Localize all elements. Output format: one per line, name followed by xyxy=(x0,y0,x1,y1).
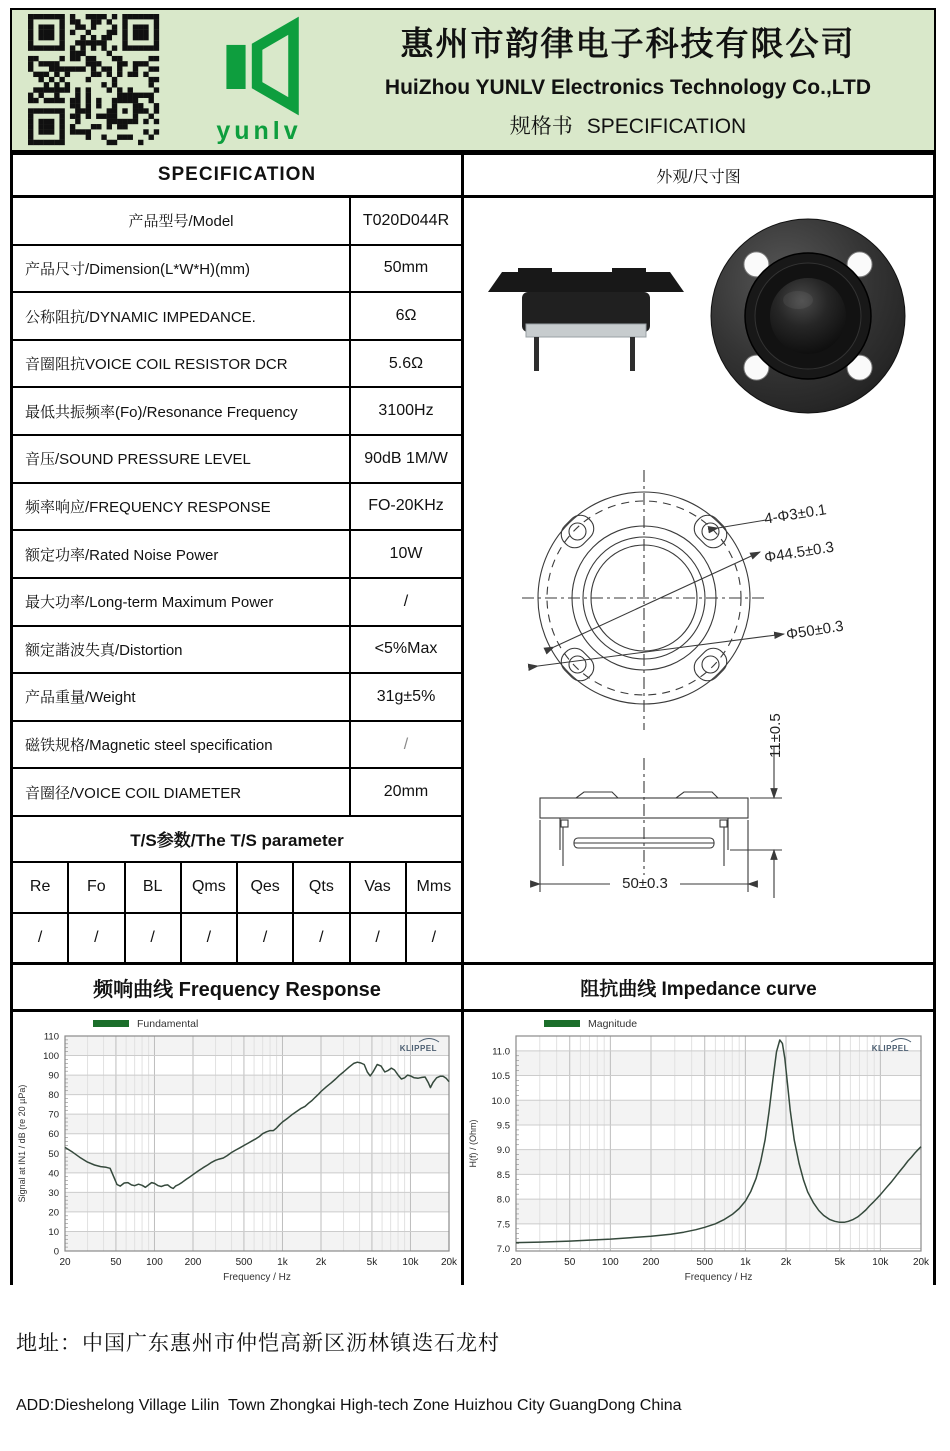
product-photos-and-drawing xyxy=(464,198,933,957)
dim-label-bolt-circle: Φ44.5±0.3 xyxy=(763,538,836,567)
svg-text:KLIPPEL: KLIPPEL xyxy=(871,1044,909,1053)
svg-text:8.5: 8.5 xyxy=(496,1169,510,1181)
table-row: 产品重量/Weight 31g±5% xyxy=(13,674,461,720)
dim-label-height: 11±0.5 xyxy=(767,713,784,758)
ts-values-row: / / / / / / / / xyxy=(13,914,461,962)
svg-text:500: 500 xyxy=(235,1257,253,1268)
table-row: 额定功率/Rated Noise Power 10W xyxy=(13,531,461,577)
svg-text:200: 200 xyxy=(642,1257,660,1268)
spec-table-title: SPECIFICATION xyxy=(13,155,461,195)
doc-type-cn: 规格书 xyxy=(509,115,573,138)
svg-text:110: 110 xyxy=(43,1031,59,1043)
svg-text:Frequency / Hz: Frequency / Hz xyxy=(223,1272,291,1283)
svg-text:1k: 1k xyxy=(740,1257,751,1268)
table-row: 音圈阻抗VOICE COIL RESISTOR DCR 5.6Ω xyxy=(13,341,461,387)
svg-text:80: 80 xyxy=(48,1090,59,1102)
address-cn: 地址：中国广东惠州市仲恺高新区沥林镇迭石龙村 xyxy=(16,1332,500,1355)
svg-text:70: 70 xyxy=(48,1109,59,1121)
svg-text:2k: 2k xyxy=(315,1257,327,1268)
table-row: 音圈径/VOICE COIL DIAMETER 20mm xyxy=(13,769,461,815)
svg-text:10k: 10k xyxy=(402,1257,419,1268)
svg-text:7.5: 7.5 xyxy=(496,1219,510,1231)
svg-text:50: 50 xyxy=(564,1257,576,1268)
svg-text:1k: 1k xyxy=(277,1257,288,1268)
table-row: 产品尺寸/Dimension(L*W*H)(mm) 50mm xyxy=(13,246,461,292)
address-en: ADD:Dieshelong Village Lilin Town Zhongkai High-tech Zone Huizhou City GuangDong China xyxy=(16,1397,682,1414)
svg-text:100: 100 xyxy=(146,1257,163,1268)
header-text xyxy=(334,18,922,140)
dim-label-outer-diameter: Φ50±0.3 xyxy=(785,617,845,644)
logo-wordmark: yunlv xyxy=(216,117,302,145)
table-row: 产品型号/Model T020D044R xyxy=(13,198,461,244)
photo-side-view xyxy=(488,268,684,371)
spec-table-body xyxy=(13,198,461,962)
svg-text:20k: 20k xyxy=(440,1257,458,1268)
drawing-front-view xyxy=(522,470,784,730)
table-row: 额定諧波失真/Distortion <5%Max xyxy=(13,627,461,673)
frequency-response-chart xyxy=(15,1014,459,1285)
svg-text:Signal at IN1 / dB (re 20 µPa): Signal at IN1 / dB (re 20 µPa) xyxy=(17,1084,27,1203)
photo-front-view xyxy=(711,219,905,413)
company-name-cn: 惠州市韵律电子科技有限公司 xyxy=(400,25,856,62)
ts-parameter-title: T/S参数/The T/S parameter xyxy=(13,817,461,861)
svg-text:Magnitude: Magnitude xyxy=(588,1018,638,1030)
svg-text:100: 100 xyxy=(43,1051,59,1063)
svg-text:50: 50 xyxy=(48,1148,59,1160)
svg-text:30: 30 xyxy=(48,1187,59,1199)
svg-text:10.5: 10.5 xyxy=(491,1071,510,1083)
table-row: 音压/SOUND PRESSURE LEVEL 90dB 1M/W xyxy=(13,436,461,482)
svg-text:Fundamental: Fundamental xyxy=(137,1018,199,1030)
dim-label-width: 50±0.3 xyxy=(612,875,678,892)
svg-text:Frequency / Hz: Frequency / Hz xyxy=(684,1272,753,1283)
svg-text:40: 40 xyxy=(48,1168,59,1180)
svg-text:20: 20 xyxy=(48,1207,59,1219)
qr-code xyxy=(28,14,159,145)
table-row: 最大功率/Long-term Maximum Power / xyxy=(13,579,461,625)
document-type xyxy=(334,110,922,140)
frequency-response-title: 频响曲线 Frequency Response xyxy=(13,965,461,1009)
svg-text:10: 10 xyxy=(48,1226,59,1238)
svg-text:10.0: 10.0 xyxy=(491,1095,510,1107)
svg-text:60: 60 xyxy=(48,1129,59,1141)
svg-text:5k: 5k xyxy=(366,1257,378,1268)
footer-address xyxy=(16,1291,682,1451)
table-row: 公称阻抗/DYNAMIC IMPEDANCE. 6Ω xyxy=(13,293,461,339)
svg-text:0: 0 xyxy=(53,1246,59,1258)
svg-text:5k: 5k xyxy=(834,1257,846,1268)
table-row: 频率响应/FREQUENCY RESPONSE FO-20KHz xyxy=(13,484,461,530)
ts-header-row: Re Fo BL Qms Qes Qts Vas Mms xyxy=(13,863,461,912)
svg-text:9.5: 9.5 xyxy=(496,1120,510,1132)
company-name-en: HuiZhou YUNLV Electronics Technology Co.,LTD xyxy=(384,75,872,99)
svg-text:2k: 2k xyxy=(780,1257,792,1268)
appearance-title: 外观/尺寸图 xyxy=(464,155,933,195)
svg-text:20: 20 xyxy=(510,1257,522,1268)
appearance-drawing-cell xyxy=(464,198,933,962)
svg-text:500: 500 xyxy=(696,1257,714,1268)
svg-text:90: 90 xyxy=(48,1070,59,1082)
main-table xyxy=(10,152,936,1285)
svg-text:H(f) / (Ohm): H(f) / (Ohm) xyxy=(468,1119,478,1168)
svg-text:200: 200 xyxy=(184,1257,202,1268)
frequency-response-chart-cell xyxy=(13,1012,461,1287)
svg-text:KLIPPEL: KLIPPEL xyxy=(399,1044,437,1053)
svg-text:7.0: 7.0 xyxy=(496,1244,510,1256)
svg-text:20k: 20k xyxy=(912,1257,930,1268)
impedance-chart xyxy=(466,1014,931,1285)
speaker-logo-icon xyxy=(209,20,309,112)
impedance-curve-title: 阻抗曲线 Impedance curve xyxy=(464,965,933,1009)
svg-text:9.0: 9.0 xyxy=(496,1145,510,1157)
table-row: 最低共振频率(Fo)/Resonance Frequency 3100Hz xyxy=(13,388,461,434)
svg-text:20: 20 xyxy=(59,1257,71,1268)
svg-text:11.0: 11.0 xyxy=(492,1046,510,1058)
dim-label-holes: 4-Φ3±0.1 xyxy=(763,501,828,528)
impedance-chart-cell xyxy=(464,1012,933,1287)
svg-text:8.0: 8.0 xyxy=(496,1194,510,1206)
doc-type-en: SPECIFICATION xyxy=(586,115,747,138)
svg-text:10k: 10k xyxy=(872,1257,889,1268)
header xyxy=(10,8,936,152)
svg-text:50: 50 xyxy=(110,1257,122,1268)
table-row: 磁铁规格/Magnetic steel specification / xyxy=(13,722,461,768)
company-logo xyxy=(192,20,326,146)
svg-text:100: 100 xyxy=(602,1257,619,1268)
